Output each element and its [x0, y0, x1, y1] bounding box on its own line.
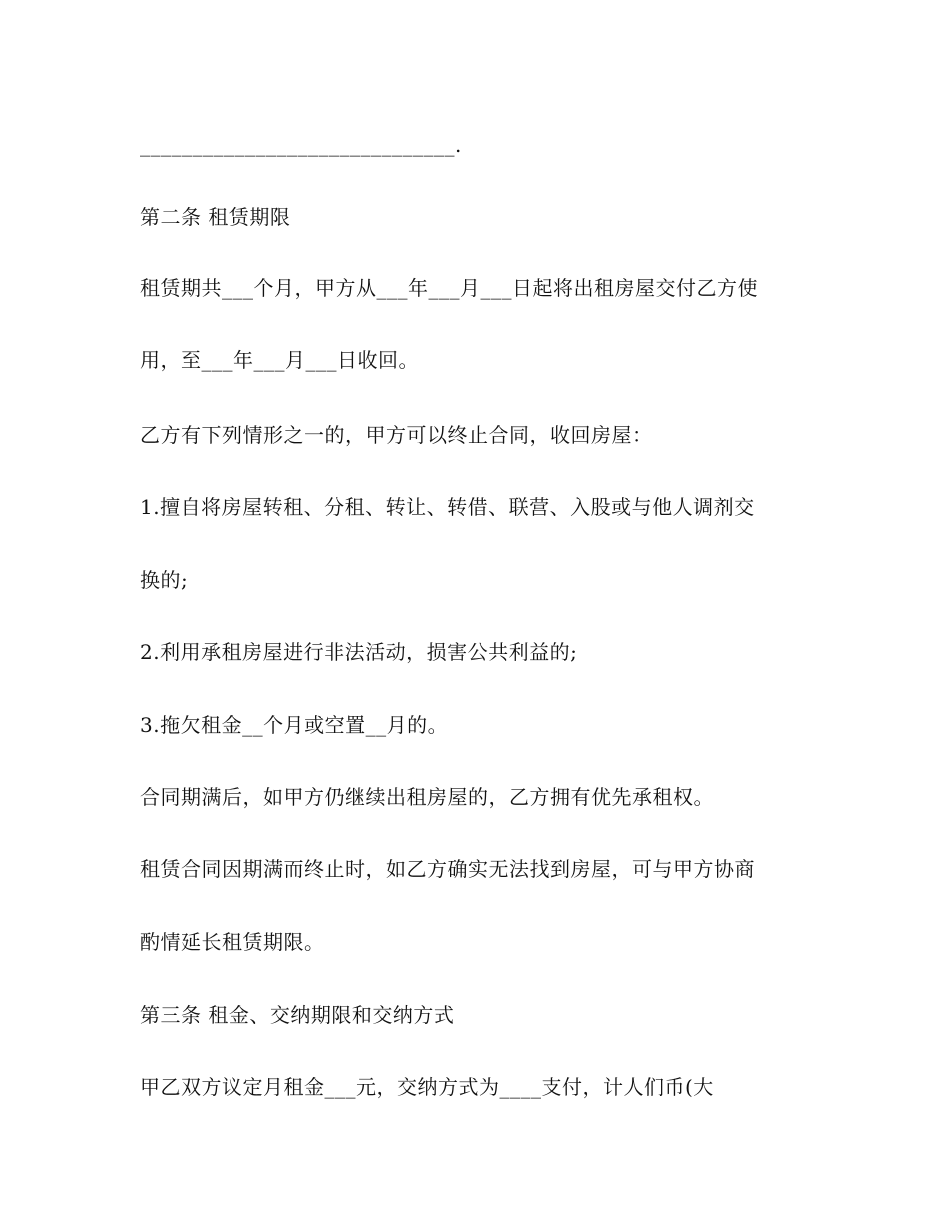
list-item-1: 1.擅自将房屋转租、分租、转让、转借、联营、入股或与他人调剂交 — [140, 495, 755, 519]
paragraph-line: 乙方有下列情形之一的，甲方可以终止合同，收回房屋： — [140, 423, 653, 447]
paragraph-line: 租赁合同因期满而终止时，如乙方确实无法找到房屋，可与甲方协商 — [140, 857, 755, 881]
list-item-1-continued: 换的; — [140, 568, 189, 592]
paragraph-line: 合同期满后，如甲方仍继续出租房屋的，乙方拥有优先承租权。 — [140, 785, 714, 809]
paragraph-line: 甲乙双方议定月租金___元，交纳方式为____支付，计人们币(大 — [140, 1075, 714, 1099]
paragraph-line: 用，至___年___月___日收回。 — [140, 348, 419, 372]
section-heading-2: 第二条 租赁期限 — [140, 205, 291, 229]
list-item-3: 3.拖欠租金__个月或空置__月的。 — [140, 713, 449, 737]
section-heading-3: 第三条 租金、交纳期限和交纳方式 — [140, 1003, 455, 1027]
list-item-2: 2.利用承租房屋进行非法活动，损害公共利益的; — [140, 640, 578, 664]
paragraph-line: 租赁期共___个月，甲方从___年___月___日起将出租房屋交付乙方使 — [140, 276, 758, 300]
blank-fill-line: ______________________________. — [140, 133, 462, 157]
paragraph-line: 酌情延长租赁期限。 — [140, 930, 325, 954]
